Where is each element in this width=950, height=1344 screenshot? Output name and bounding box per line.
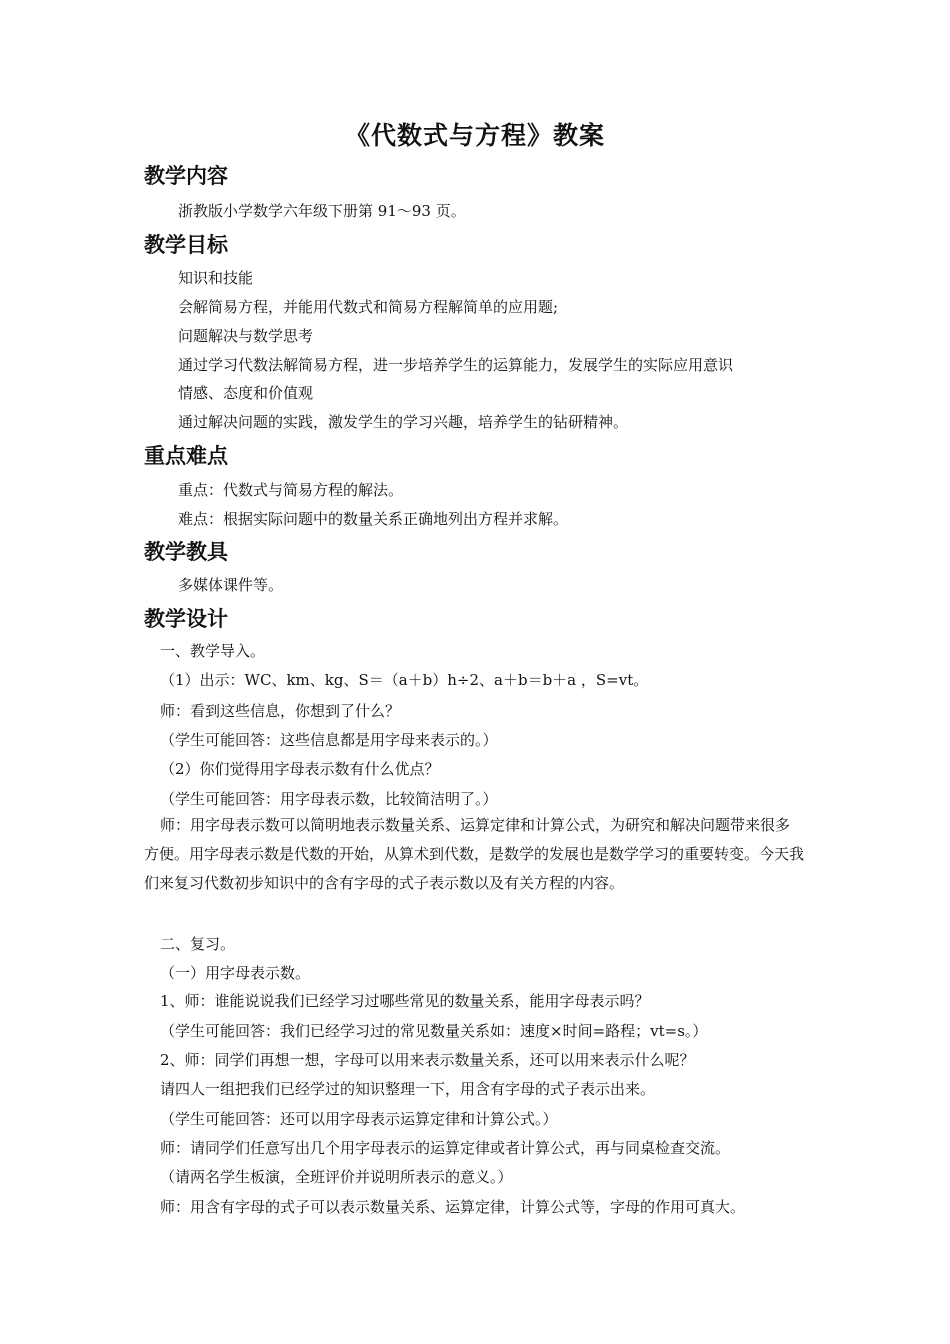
- design-line: 1、师：谁能说说我们已经学习过哪些常见的数量关系，能用字母表示吗？: [160, 992, 650, 1010]
- tools-text: 多媒体课件等。: [178, 576, 284, 594]
- heading-design: 教学设计: [144, 607, 228, 631]
- goal-line: 情感、态度和价值观: [178, 384, 314, 402]
- heading-key-points: 重点难点: [144, 444, 228, 468]
- design-line: 师：请同学们任意写出几个用字母表示的运算定律或者计算公式，再与同桌检查交流。: [160, 1139, 731, 1157]
- design-line: 2、师：同学们再想一想，字母可以用来表示数量关系，还可以用来表示什么呢？: [160, 1051, 695, 1069]
- design-line: 二、复习。: [160, 935, 236, 953]
- design-line: （一）用字母表示数。: [160, 964, 311, 982]
- goal-line: 通过解决问题的实践，激发学生的学习兴趣，培养学生的钻研精神。: [178, 413, 629, 431]
- design-line: （1）出示：WC、km、kg、S＝（a＋b）h÷2、a＋b＝b＋a ，S=vt。: [160, 671, 649, 689]
- goal-line: 问题解决与数学思考: [178, 327, 314, 345]
- goal-line: 会解简易方程，并能用代数式和简易方程解简单的应用题;: [178, 298, 559, 316]
- goal-line: 通过学习代数法解简易方程，进一步培养学生的运算能力，发展学生的实际应用意识: [178, 356, 734, 374]
- heading-tools: 教学教具: [144, 540, 228, 564]
- key-point-line: 重点：代数式与简易方程的解法。: [178, 481, 404, 499]
- content-text: 浙教版小学数学六年级下册第 91～93 页。: [178, 202, 466, 220]
- design-line: （学生可能回答：用字母表示数，比较简洁明了。）: [160, 790, 498, 808]
- design-line: （请两名学生板演，全班评价并说明所表示的意义。）: [160, 1168, 513, 1186]
- design-line: 请四人一组把我们已经学过的知识整理一下，用含有字母的式子表示出来。: [160, 1080, 656, 1098]
- design-line: （学生可能回答：这些信息都是用字母来表示的。）: [160, 731, 498, 749]
- design-line: 一、教学导入。: [160, 642, 266, 660]
- goal-line: 知识和技能: [178, 269, 254, 287]
- design-line: 师：看到这些信息，你想到了什么？: [160, 702, 401, 720]
- heading-goals: 教学目标: [144, 233, 228, 257]
- heading-content: 教学内容: [144, 164, 228, 188]
- design-line: 师：用含有字母的式子可以表示数量关系、运算定律，计算公式等，字母的作用可真大。: [160, 1198, 746, 1216]
- design-line: （学生可能回答：还可以用字母表示运算定律和计算公式。）: [160, 1110, 558, 1128]
- key-point-line: 难点：根据实际问题中的数量关系正确地列出方程并求解。: [178, 510, 569, 528]
- design-line: （2）你们觉得用字母表示数有什么优点？: [160, 760, 440, 778]
- document-title: 《代数式与方程》教案: [344, 121, 605, 150]
- design-paragraph: 师：用字母表示数可以简明地表示数量关系、运算定律和计算公式，为研究和解决问题带来很多方便。用字母表示数是代数的开始，从算术到代数，是数学的发展也是数学学习的重要转变。今天我们来复习代数初步知识中的含有字母的式子表示数以及有关方程的内容。: [144, 816, 805, 892]
- design-line: （学生可能回答：我们已经学习过的常见数量关系如：速度×时间=路程；vt=s。）: [160, 1022, 708, 1040]
